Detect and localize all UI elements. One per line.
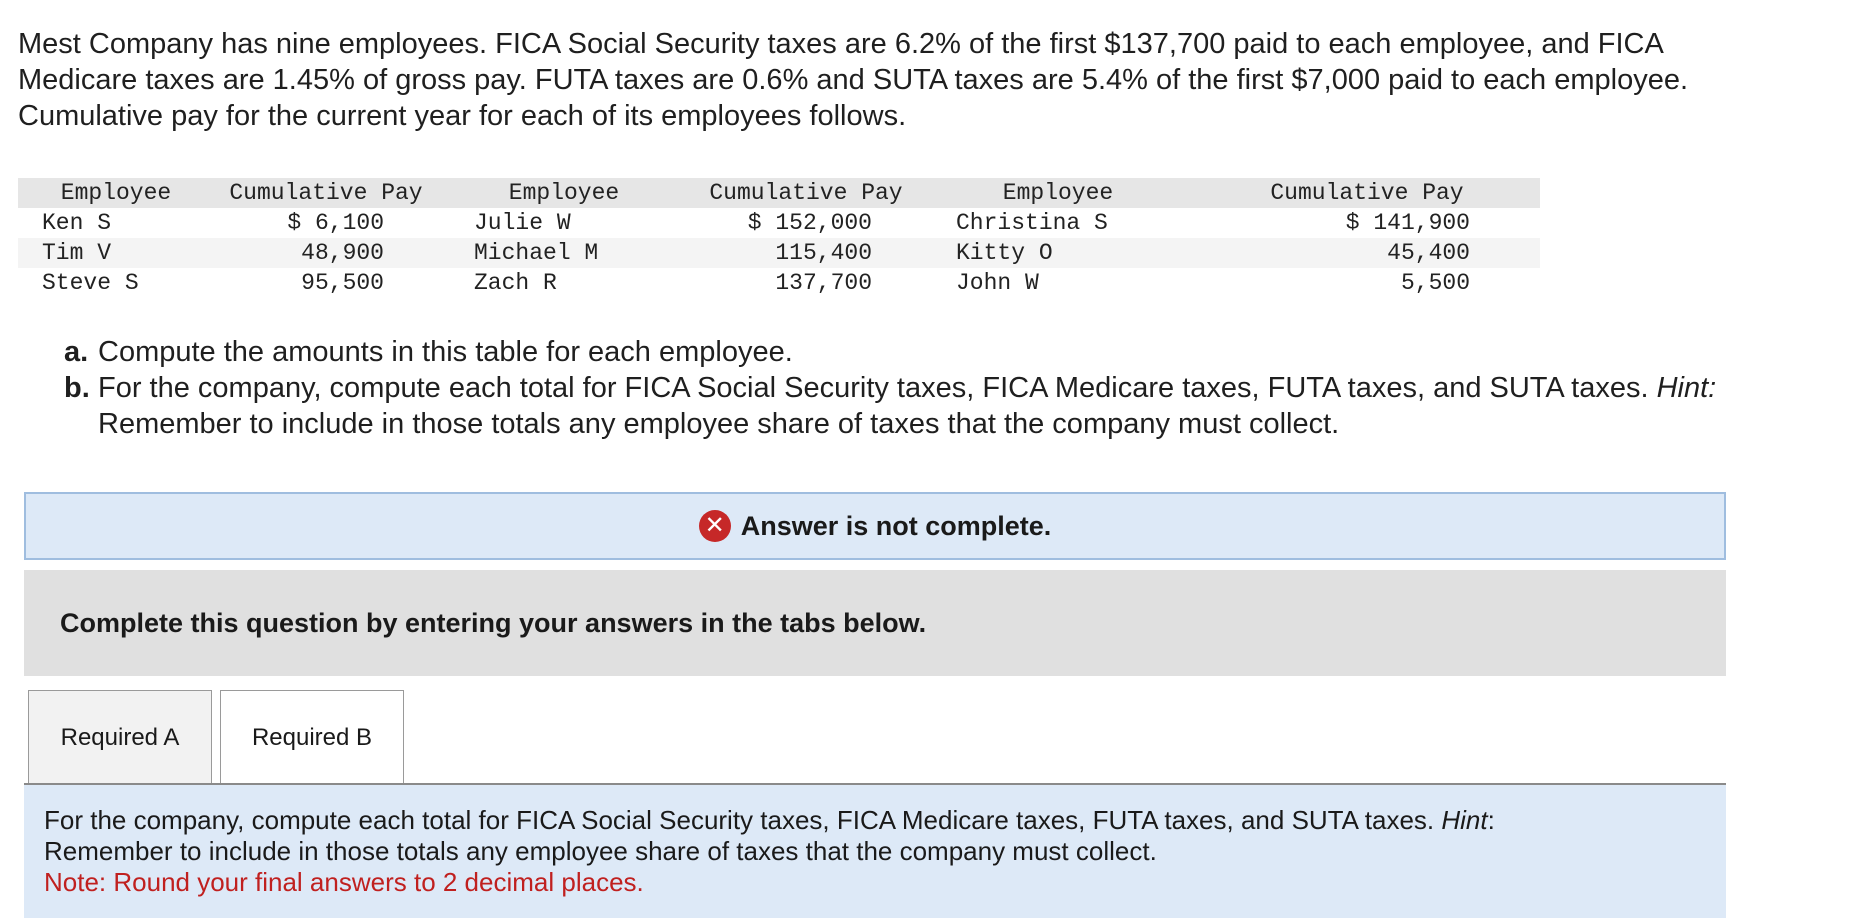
panel-colon: : — [1487, 805, 1495, 835]
cumulative-pay: 137,700 — [775, 270, 872, 296]
question-a-label: a. — [64, 336, 89, 368]
cumulative-pay: 115,400 — [775, 240, 872, 266]
table-row — [18, 208, 1540, 238]
cumulative-pay: 45,400 — [1387, 240, 1470, 266]
header-employee-2: Employee — [508, 180, 620, 206]
employee-name: John W — [956, 270, 1039, 296]
problem-statement — [18, 26, 1818, 134]
employee-name: Steve S — [42, 270, 139, 296]
header-employee-1: Employee — [60, 180, 172, 206]
employee-name: Christina S — [956, 210, 1108, 236]
cumulative-pay: $ 141,900 — [1345, 210, 1470, 236]
question-b-text: For the company, compute each total for FICA Social Security taxes, FICA Medicare taxes, FUTA taxes, and SUTA taxes. — [98, 372, 1649, 404]
panel-text: For the company, compute each total for FICA Social Security taxes, FICA Medicare taxes, FUTA taxes, and SUTA taxes. — [44, 805, 1435, 835]
intro-line-1: Mest Company has nine employees. FICA Social Security taxes are 6.2% of the first $137,700 paid to each employee, and FICA — [18, 28, 1664, 60]
table-row — [18, 238, 1540, 268]
employee-name: Julie W — [474, 210, 571, 236]
table-row — [18, 268, 1540, 298]
tab-required-a[interactable]: Required A — [28, 690, 212, 784]
employee-name: Ken S — [42, 210, 112, 236]
employee-name: Tim V — [42, 240, 112, 266]
header-employee-3: Employee — [1002, 180, 1114, 206]
cumulative-pay: $ 152,000 — [747, 210, 872, 236]
table-header-row — [18, 178, 1540, 208]
rounding-note: Note: Round your final answers to 2 decimal places. — [44, 867, 644, 897]
question-b-label: b. — [64, 372, 90, 404]
question-a — [64, 334, 1852, 370]
employee-name: Michael M — [474, 240, 599, 266]
instruction-bar — [24, 570, 1726, 676]
cumulative-pay: 5,500 — [1400, 270, 1470, 296]
employee-pay-table — [18, 178, 1540, 298]
intro-line-3: Cumulative pay for the current year for each of its employees follows. — [18, 100, 907, 132]
employee-name: Kitty O — [956, 240, 1053, 266]
answer-status-text: Answer is not complete. — [740, 510, 1052, 541]
tab-bar — [24, 690, 1726, 784]
employee-name: Zach R — [474, 270, 557, 296]
panel-line-1 — [44, 805, 1706, 836]
cumulative-pay: $ 6,100 — [287, 210, 384, 236]
question-b-text-2: Remember to include in those totals any employee share of taxes that the company must collect. — [98, 408, 1340, 440]
panel-hint: Hint — [1441, 805, 1488, 835]
answer-status-banner — [24, 492, 1726, 560]
cumulative-pay: 95,500 — [301, 270, 384, 296]
header-pay-3: Cumulative Pay — [1270, 180, 1464, 206]
tab-panel-required-b — [24, 785, 1726, 918]
question-b-hint: Hint: — [1656, 372, 1717, 404]
header-pay-1: Cumulative Pay — [229, 180, 423, 206]
question-list — [64, 334, 1852, 442]
question-a-text: Compute the amounts in this table for each employee. — [98, 336, 793, 368]
x-circle-icon: ✕ — [699, 510, 731, 542]
header-pay-2: Cumulative Pay — [709, 180, 903, 206]
question-b — [64, 370, 1852, 442]
intro-line-2: Medicare taxes are 1.45% of gross pay. FUTA taxes are 0.6% and SUTA taxes are 5.4% of the first $7,000 paid to each employee. — [18, 64, 1689, 96]
tab-required-b[interactable]: Required B — [220, 690, 404, 784]
question-b-body — [98, 370, 1852, 442]
cumulative-pay: 48,900 — [301, 240, 384, 266]
instruction-text: Complete this question by entering your answers in the tabs below. — [60, 607, 927, 638]
panel-line-2: Remember to include in those totals any employee share of taxes that the company must collect. — [44, 836, 1157, 866]
